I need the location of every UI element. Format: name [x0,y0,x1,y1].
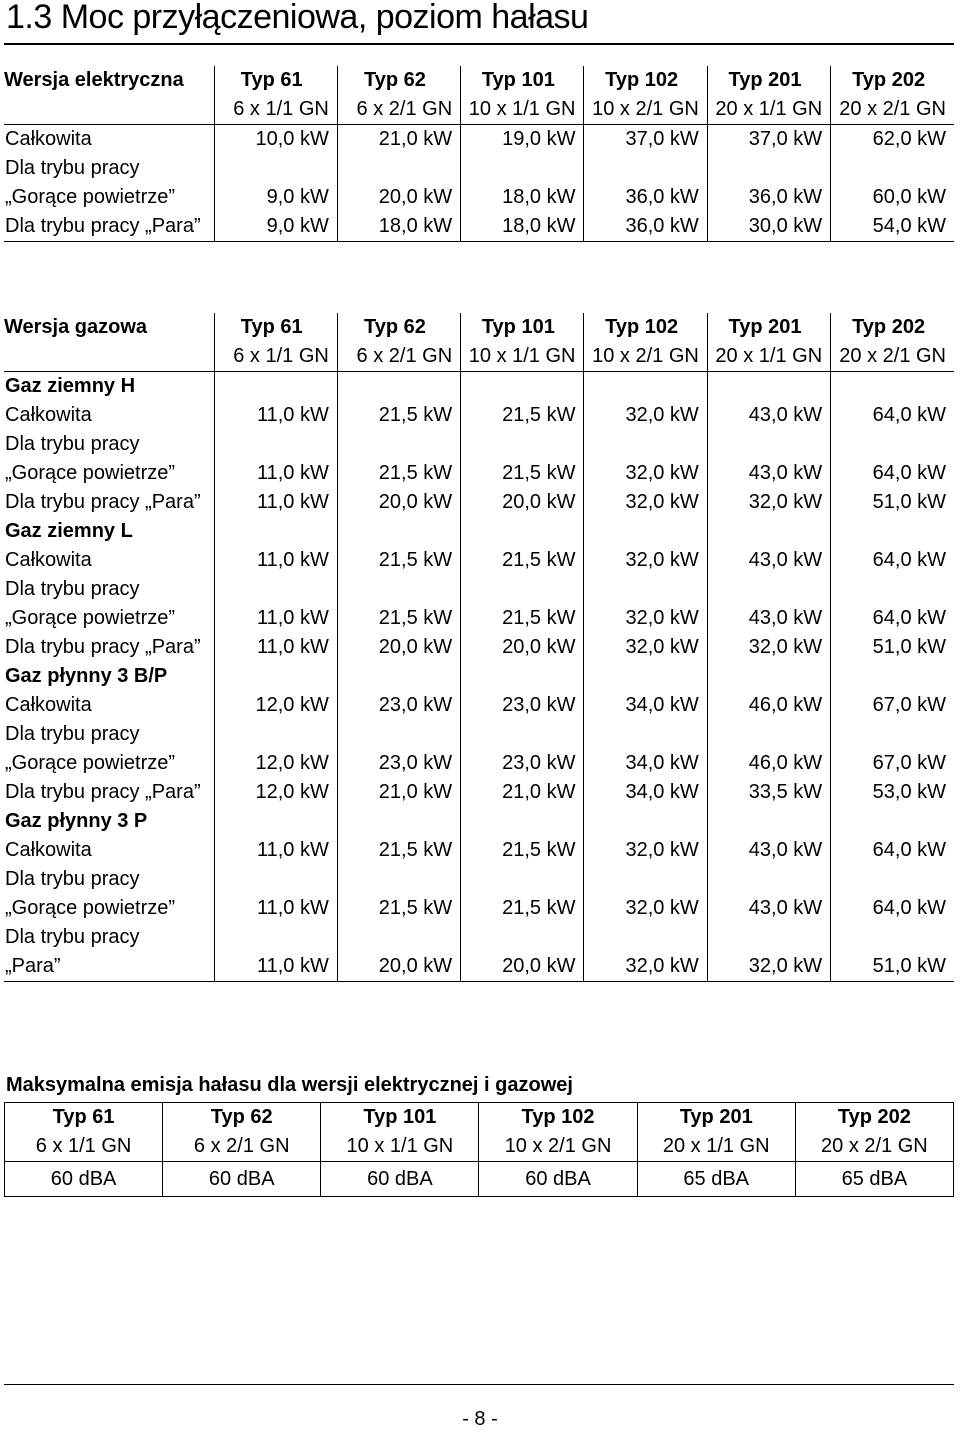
table-row [4,923,954,952]
noise-size-header: 10 x 2/1 GN [479,1132,637,1162]
row-label: Całkowita [5,549,92,571]
power-value: 54,0 kW [831,212,954,242]
power-value: 46,0 kW [707,691,830,720]
power-value: 20,0 kW [461,488,584,517]
noise-value-row [5,1162,954,1197]
gas-size-header: 20 x 2/1 GN [831,342,954,372]
table-row [4,459,954,488]
power-value: 36,0 kW [707,183,830,212]
row-label: Dla trybu pracy „Para” [5,491,201,513]
noise-table [4,1102,954,1197]
power-value: 9,0 kW [214,212,337,242]
power-value: 62,0 kW [831,125,954,155]
power-value: 37,0 kW [707,125,830,155]
noise-size-header: 6 x 2/1 GN [163,1132,321,1162]
power-value: 32,0 kW [707,488,830,517]
electric-version-label: Wersja elektryczna [4,69,184,91]
power-value: 32,0 kW [584,546,707,575]
electric-type-header: Typ 101 [461,66,584,95]
gas-type-header: Typ 101 [461,313,584,342]
power-value: 64,0 kW [831,604,954,633]
gas-size-header-row [4,342,954,372]
power-value: 51,0 kW [831,952,954,982]
row-label: „Gorące powietrze” [5,607,176,629]
electric-type-header: Typ 102 [584,66,707,95]
noise-size-header: 20 x 2/1 GN [795,1132,953,1162]
power-value: 12,0 kW [214,691,337,720]
table-row [4,604,954,633]
power-value: 32,0 kW [584,836,707,865]
row-label: Dla trybu pracy „Para” [5,636,201,658]
power-value: 32,0 kW [584,952,707,982]
footer-rule [4,1384,954,1385]
power-value: 11,0 kW [214,894,337,923]
row-label: Dla trybu pracy [5,926,140,948]
noise-type-header: Typ 61 [5,1103,163,1132]
electric-size-header: 6 x 2/1 GN [337,95,460,125]
gas-version-label: Wersja gazowa [4,316,148,338]
power-value: 20,0 kW [461,633,584,662]
gas-type-header: Typ 61 [214,313,337,342]
power-value: 33,5 kW [707,778,830,807]
noise-type-header: Typ 102 [479,1103,637,1132]
power-value: 21,0 kW [337,778,460,807]
power-value: 21,0 kW [461,778,584,807]
electric-size-header: 10 x 2/1 GN [584,95,707,125]
power-value: 34,0 kW [584,691,707,720]
row-label: Dla trybu pracy „Para” [5,781,201,803]
title-rule [4,43,954,45]
noise-type-header: Typ 202 [795,1103,953,1132]
power-value: 67,0 kW [831,691,954,720]
noise-type-header: Typ 201 [637,1103,795,1132]
gas-group-title: Gaz ziemny H [5,375,136,397]
noise-size-header: 20 x 1/1 GN [637,1132,795,1162]
power-value: 64,0 kW [831,546,954,575]
gas-group-title: Gaz płynny 3 B/P [5,665,168,687]
power-value: 32,0 kW [584,604,707,633]
power-value: 21,0 kW [337,125,460,155]
power-value: 34,0 kW [584,749,707,778]
gas-type-header: Typ 201 [707,313,830,342]
power-value: 51,0 kW [831,633,954,662]
table-row [4,154,954,183]
noise-size-header: 10 x 1/1 GN [321,1132,479,1162]
power-value: 12,0 kW [214,749,337,778]
electric-type-header: Typ 201 [707,66,830,95]
electric-size-header: 10 x 1/1 GN [461,95,584,125]
table-row [4,894,954,923]
power-value: 36,0 kW [584,212,707,242]
power-value: 51,0 kW [831,488,954,517]
electric-type-header: Typ 62 [337,66,460,95]
power-value: 12,0 kW [214,778,337,807]
power-value: 32,0 kW [707,633,830,662]
power-value: 10,0 kW [214,125,337,155]
power-value: 11,0 kW [214,952,337,982]
power-value: 11,0 kW [214,546,337,575]
table-row [4,749,954,778]
power-value: 32,0 kW [584,401,707,430]
noise-type-header: Typ 101 [321,1103,479,1132]
power-value: 21,5 kW [337,546,460,575]
table-row [4,720,954,749]
power-value: 20,0 kW [337,183,460,212]
power-value: 21,5 kW [337,894,460,923]
power-value: 64,0 kW [831,894,954,923]
power-value: 11,0 kW [214,401,337,430]
power-value: 23,0 kW [461,749,584,778]
gas-size-header: 6 x 2/1 GN [337,342,460,372]
power-value: 37,0 kW [584,125,707,155]
table-row [4,212,954,242]
noise-size-row [5,1132,954,1162]
power-value: 64,0 kW [831,836,954,865]
gas-group-title: Gaz płynny 3 P [5,810,148,832]
power-value: 43,0 kW [707,546,830,575]
power-value: 20,0 kW [337,952,460,982]
table-row [4,865,954,894]
page-title: 1.3 Moc przyłączeniowa, poziom hałasu [6,0,589,36]
power-value: 11,0 kW [214,488,337,517]
power-value: 20,0 kW [461,952,584,982]
power-value: 23,0 kW [461,691,584,720]
row-label: Całkowita [5,839,92,861]
row-label: Dla trybu pracy [5,723,140,745]
power-value: 11,0 kW [214,836,337,865]
power-value: 20,0 kW [337,633,460,662]
gas-size-header: 20 x 1/1 GN [707,342,830,372]
power-value: 18,0 kW [337,212,460,242]
electric-size-header: 20 x 2/1 GN [831,95,954,125]
gas-rows [4,372,954,982]
noise-value: 60 dBA [321,1162,479,1197]
power-value: 67,0 kW [831,749,954,778]
power-value: 64,0 kW [831,401,954,430]
power-value: 32,0 kW [707,952,830,982]
noise-value: 65 dBA [637,1162,795,1197]
power-value: 21,5 kW [337,836,460,865]
electric-type-header: Typ 61 [214,66,337,95]
electric-version-table [4,66,954,242]
power-value: 19,0 kW [461,125,584,155]
power-value: 34,0 kW [584,778,707,807]
table-row [4,633,954,662]
table-row [4,488,954,517]
power-value: 36,0 kW [584,183,707,212]
electric-size-header: 6 x 1/1 GN [214,95,337,125]
table-row [4,575,954,604]
gas-size-header: 6 x 1/1 GN [214,342,337,372]
power-value: 21,5 kW [461,459,584,488]
row-label: „Gorące powietrze” [5,186,176,208]
electric-type-header: Typ 202 [831,66,954,95]
row-label: „Gorące powietrze” [5,897,176,919]
row-label: „Gorące powietrze” [5,752,176,774]
gas-group-title: Gaz ziemny L [5,520,133,542]
power-value: 53,0 kW [831,778,954,807]
row-label: Całkowita [5,404,92,426]
electric-type-header-row [4,66,954,95]
power-value: 21,5 kW [337,604,460,633]
power-value: 11,0 kW [214,633,337,662]
row-label: „Gorące powietrze” [5,462,176,484]
power-value: 43,0 kW [707,401,830,430]
noise-type-header: Typ 62 [163,1103,321,1132]
power-value: 32,0 kW [584,633,707,662]
noise-section-title: Maksymalna emisja hałasu dla wersji elektrycznej i gazowej [6,1074,573,1096]
electric-size-header-row [4,95,954,125]
power-value: 43,0 kW [707,604,830,633]
power-value: 32,0 kW [584,488,707,517]
power-value: 43,0 kW [707,459,830,488]
row-label: Dla trybu pracy [5,868,140,890]
page-number: - 8 - [462,1408,498,1430]
gas-group-row [4,517,954,546]
table-row [4,401,954,430]
power-value: 21,5 kW [461,604,584,633]
table-row [4,430,954,459]
power-value: 21,5 kW [461,894,584,923]
table-row [4,952,954,982]
gas-group-row [4,807,954,836]
row-label: Dla trybu pracy [5,578,140,600]
table-row [4,183,954,212]
table-row [4,546,954,575]
noise-value: 65 dBA [795,1162,953,1197]
electric-size-header: 20 x 1/1 GN [707,95,830,125]
power-value: 11,0 kW [214,604,337,633]
gas-type-header: Typ 202 [831,313,954,342]
power-value: 21,5 kW [337,401,460,430]
power-value: 43,0 kW [707,836,830,865]
row-label: Dla trybu pracy „Para” [4,212,214,242]
gas-group-row [4,372,954,402]
noise-value: 60 dBA [479,1162,637,1197]
noise-value: 60 dBA [163,1162,321,1197]
power-value: 46,0 kW [707,749,830,778]
power-value: 32,0 kW [584,894,707,923]
power-value: 20,0 kW [337,488,460,517]
row-label: Całkowita [5,694,92,716]
power-value: 18,0 kW [461,212,584,242]
gas-group-row [4,662,954,691]
power-value: 21,5 kW [461,546,584,575]
gas-version-table [4,313,954,982]
noise-value: 60 dBA [5,1162,163,1197]
noise-type-row [5,1103,954,1132]
gas-size-header: 10 x 2/1 GN [584,342,707,372]
power-value: 21,5 kW [461,401,584,430]
table-row [4,778,954,807]
power-value: 11,0 kW [214,459,337,488]
gas-type-header: Typ 62 [337,313,460,342]
power-value: 9,0 kW [214,183,337,212]
gas-size-header: 10 x 1/1 GN [461,342,584,372]
power-value: 21,5 kW [337,459,460,488]
power-value: 18,0 kW [461,183,584,212]
power-value: 30,0 kW [707,212,830,242]
power-value: 64,0 kW [831,459,954,488]
power-value: 32,0 kW [584,459,707,488]
electric-rows [4,125,954,242]
table-row [4,125,954,155]
power-value: 60,0 kW [831,183,954,212]
table-row [4,691,954,720]
noise-size-header: 6 x 1/1 GN [5,1132,163,1162]
gas-type-header: Typ 102 [584,313,707,342]
power-value: 23,0 kW [337,749,460,778]
table-row [4,836,954,865]
row-label: Dla trybu pracy [5,433,140,455]
power-value: 23,0 kW [337,691,460,720]
power-value: 43,0 kW [707,894,830,923]
row-label: „Para” [4,952,214,982]
power-value: 21,5 kW [461,836,584,865]
row-label: Całkowita [5,128,92,150]
row-label: Dla trybu pracy [5,157,140,179]
gas-type-header-row [4,313,954,342]
